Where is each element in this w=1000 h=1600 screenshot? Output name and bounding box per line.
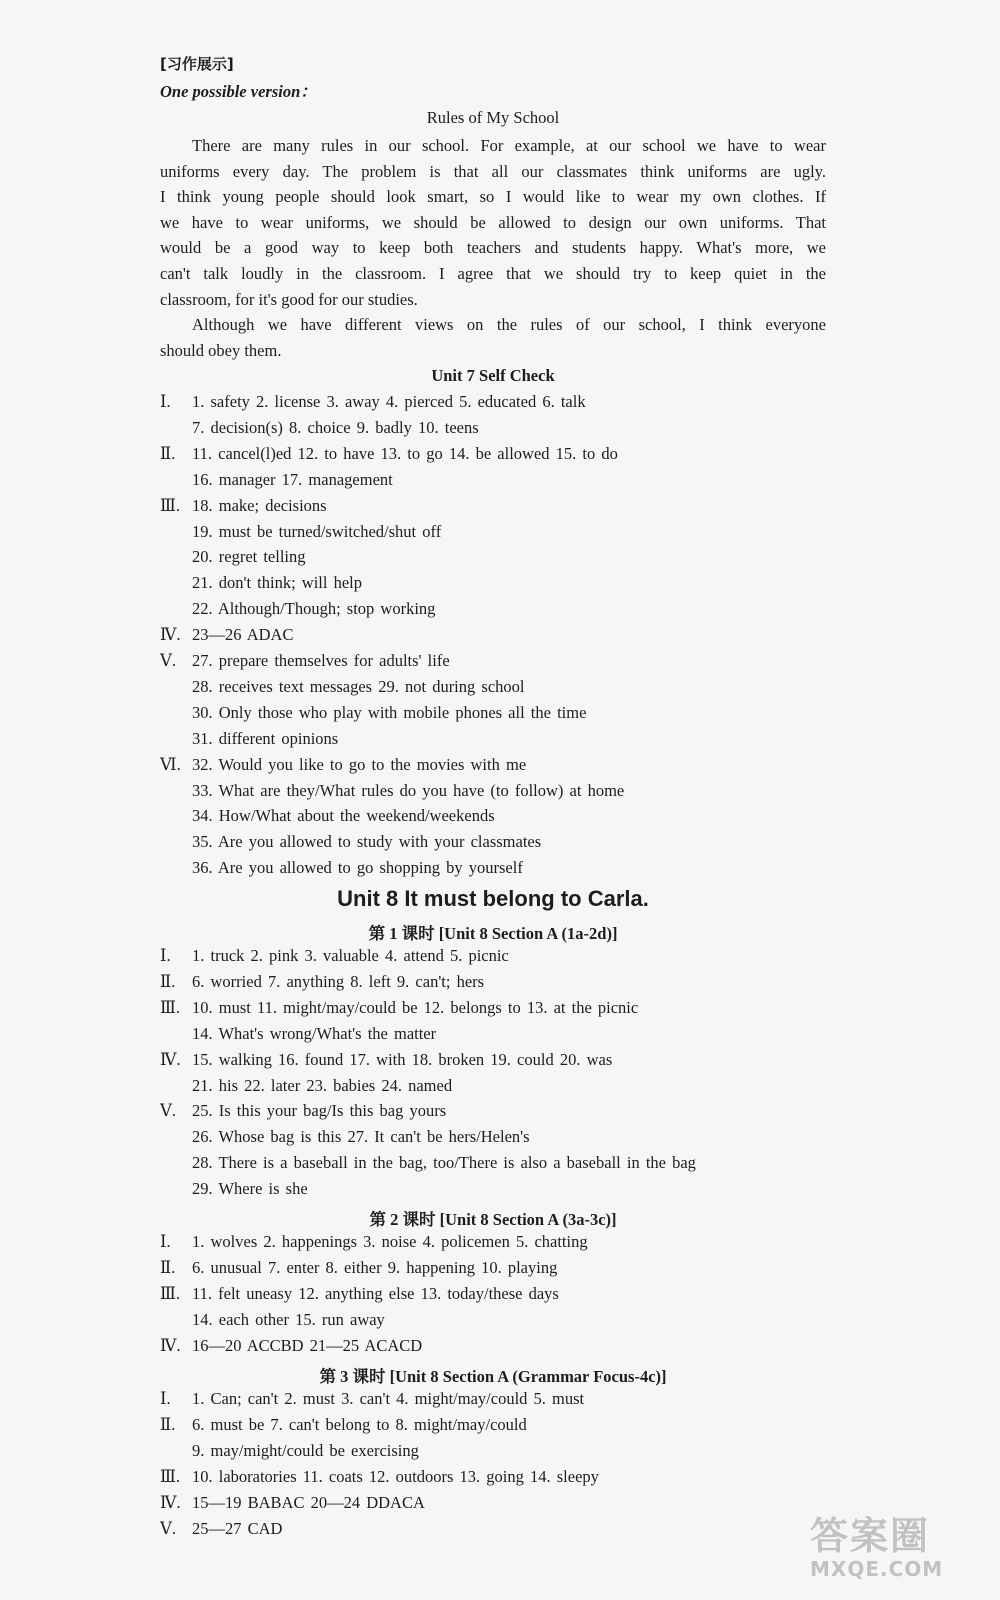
section-numeral: Ⅱ. (160, 443, 176, 463)
section-numeral: Ⅲ. (160, 1466, 181, 1486)
essay-line: I think young people should look smart, so I would like to wear my own clothes. If (160, 187, 826, 207)
section-numeral: Ⅰ. (160, 1232, 171, 1251)
essay-line: should obey them. (160, 340, 282, 360)
answer-row: 16. manager 17. management (192, 469, 393, 489)
answer-row: 29. Where is she (192, 1179, 308, 1199)
section-numeral: Ⅱ. (160, 971, 176, 991)
section-numeral: Ⅴ. (160, 1101, 177, 1121)
section-numeral: Ⅵ. (160, 754, 181, 774)
answer-row: 10. laboratories 11. coats 12. outdoors 13. going 14. sleepy (192, 1466, 599, 1486)
section-numeral: Ⅱ. (160, 1257, 176, 1277)
answer-row: 1. wolves 2. happenings 3. noise 4. policemen 5. chatting (192, 1232, 588, 1251)
answer-row: 25. Is this your bag/Is this bag yours (192, 1101, 447, 1121)
lesson-title: 第 1 课时 [Unit 8 Section A (1a-2d)] (368, 924, 618, 943)
section-numeral: Ⅴ. (160, 1518, 177, 1538)
section-numeral: Ⅴ. (160, 651, 177, 670)
essay-line: would be a good way to keep both teachers and students happy. What's more, we (160, 238, 826, 258)
answer-row: 18. make; decisions (192, 495, 327, 515)
section-numeral: Ⅰ. (160, 946, 171, 965)
answer-row: 36. Are you allowed to go shopping by yourself (192, 858, 523, 878)
watermark-text: 答案圈 (810, 1514, 931, 1558)
answer-row: 6. worried 7. anything 8. left 9. can't; hers (192, 971, 485, 991)
answer-row: 26. Whose bag is this 27. It can't be hers/Helen's (192, 1127, 530, 1147)
essay-line: classroom, for it's good for our studies. (160, 289, 418, 309)
answer-row: 21. don't think; will help (192, 573, 363, 593)
answer-row: 14. each other 15. run away (192, 1309, 385, 1329)
lesson-title: 第 2 课时 [Unit 8 Section A (3a-3c)] (369, 1210, 617, 1229)
section-numeral: Ⅰ. (160, 1389, 171, 1408)
answer-row: 21. his 22. later 23. babies 24. named (192, 1075, 453, 1095)
essay-title: Rules of My School (426, 108, 560, 127)
answer-row: 1. truck 2. pink 3. valuable 4. attend 5. picnic (192, 946, 509, 965)
essay-section-label: [习作展示] (160, 55, 234, 73)
answer-row: 23—26 ADAC (192, 625, 294, 645)
answer-row: 22. Although/Though; stop working (192, 599, 436, 619)
section-numeral: Ⅳ. (160, 625, 181, 645)
answer-row: 28. receives text messages 29. not during school (192, 676, 525, 696)
answer-row: 19. must be turned/switched/shut off (192, 521, 442, 541)
self-check-title: Unit 7 Self Check (431, 366, 555, 385)
answer-row: 28. There is a baseball in the bag, too/There is also a baseball in the bag (192, 1153, 696, 1173)
answer-row: 30. Only those who play with mobile phones all the time (192, 702, 587, 722)
answer-row: 14. What's wrong/What's the matter (192, 1023, 437, 1043)
answer-row: 10. must 11. might/may/could be 12. belongs to 13. at the picnic (192, 997, 639, 1017)
answer-row: 1. safety 2. license 3. away 4. pierced 5. educated 6. talk (192, 392, 586, 411)
section-numeral: Ⅳ. (160, 1049, 181, 1069)
essay-line: There are many rules in our school. For example, at our school we have to wear (192, 136, 826, 155)
answer-row: 35. Are you allowed to study with your classmates (192, 832, 542, 852)
answer-row: 31. different opinions (192, 728, 339, 748)
version-label: One possible version： (160, 82, 317, 101)
answer-row: 27. prepare themselves for adults' life (192, 651, 450, 670)
section-numeral: Ⅲ. (160, 1283, 181, 1303)
section-numeral: Ⅲ. (160, 495, 181, 515)
watermark-logo (810, 1514, 980, 1584)
unit8-title: Unit 8 It must belong to Carla. (337, 886, 649, 911)
essay-line: uniforms every day. The problem is that all our classmates think uniforms are ugly. (160, 161, 826, 181)
answer-row: 1. Can; can't 2. must 3. can't 4. might/may/could 5. must (192, 1389, 585, 1408)
answer-row: 15. walking 16. found 17. with 18. broken 19. could 20. was (192, 1049, 613, 1069)
answer-row: 34. How/What about the weekend/weekends (192, 806, 495, 826)
section-numeral: Ⅱ. (160, 1414, 176, 1434)
answer-row: 33. What are they/What rules do you have (to follow) at home (192, 780, 625, 800)
answer-row: 16—20 ACCBD 21—25 ACACD (192, 1335, 423, 1355)
answer-row: 6. must be 7. can't belong to 8. might/may/could (192, 1414, 527, 1434)
answer-row: 6. unusual 7. enter 8. either 9. happening 10. playing (192, 1257, 558, 1277)
section-numeral: Ⅳ. (160, 1335, 181, 1355)
answer-row: 32. Would you like to go to the movies with me (192, 754, 527, 774)
answer-row: 9. may/might/could be exercising (192, 1440, 419, 1460)
section-numeral: Ⅲ. (160, 997, 181, 1017)
answer-row: 20. regret telling (192, 547, 306, 567)
answer-row: 11. felt uneasy 12. anything else 13. today/these days (192, 1283, 559, 1303)
answer-row: 11. cancel(l)ed 12. to have 13. to go 14. be allowed 15. to do (192, 443, 618, 463)
lesson-title: 第 3 课时 [Unit 8 Section A (Grammar Focus-4c)] (319, 1367, 667, 1386)
section-numeral: Ⅰ. (160, 392, 171, 411)
essay-line: we have to wear uniforms, we should be allowed to design our own uniforms. That (160, 212, 826, 232)
essay-line: can't talk loudly in the classroom. I agree that we should try to keep quiet in the (160, 264, 826, 283)
answer-row: 15—19 BABAC 20—24 DDACA (192, 1492, 425, 1512)
watermark-url: MXQE.COM (810, 1557, 944, 1581)
answer-row: 25—27 CAD (192, 1518, 283, 1538)
answer-row: 7. decision(s) 8. choice 9. badly 10. teens (192, 417, 479, 437)
essay-line: Although we have different views on the rules of our school, I think everyone (192, 315, 826, 335)
section-numeral: Ⅳ. (160, 1492, 181, 1512)
